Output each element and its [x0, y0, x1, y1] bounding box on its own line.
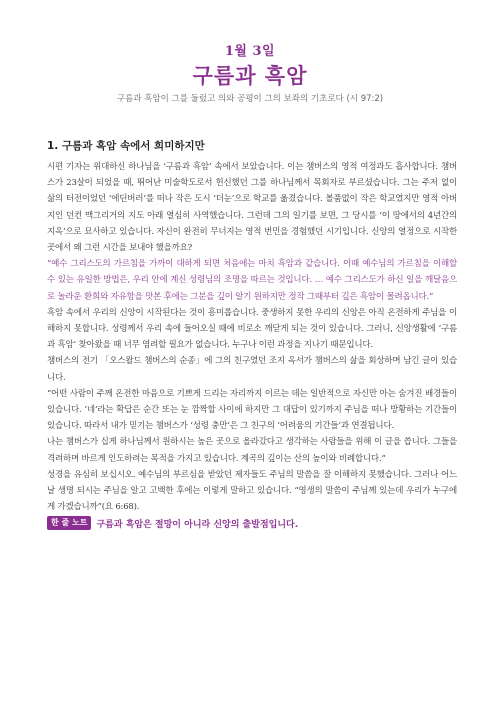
quote-chambers: “예수 그리스도의 가르침을 가까이 대하게 되면 처음에는 마치 흑암과 같습니다. 이때 예수님의 가르침을 이해할 수 있는 유일한 방법은, 우리 안에 계신 성령님의 조명을 따르는 것입니다. … 예수 그리스도가 하신 일을 깨달음으로 놀라운 환희와 자유함을 맛본 후에는 그분을 깊이 알기 원하지만 정작 그때부터 깊은 흑암이 몰려옵니다.”	[47, 259, 457, 302]
paragraph-darkness: 흑암 속에서 우리의 신앙이 시작된다는 것이 흥미롭습니다. 중생하지 못한 우리의 신앙은 아직 온전하게 주님을 이해하지 못합니다. 성령께서 우리 속에 들어오실 때에 비로소 깨닫게 되는 것이 있습니다. 그러니, 신앙생활에 ‘구름과 흑암’ 찾아왔을 때 너무 염려할 필요가 없습니다. 누구나 이런 과정을 지나기 때문입니다.	[47, 307, 457, 351]
note-badge: 한 줄 노트	[47, 516, 91, 530]
paragraph-intro: 시편 기자는 위대하신 하나님을 ‘구름과 흑암’ 속에서 보았습니다. 이는 챔버스의 영적 여정과도 흡사합니다. 챔버스가 23살이 되었을 때, 뛰어난 미술학도로서 헌신했던 그를 하나님께서 목회자로 부르셨습니다. 그는 주저 없이 삶의 터전이었던 ‘에딘버러’를 떠나 작은 도시 ‘더눈’으로 학교를 옮겼습니다. 볼품없이 작은 학교였지만 영적 아버지인 던컨 맥그리거의 지도 아래 열심히 사역했습니다. 그런데 그의 일기를 보면, 그 당시를 ‘이 땅에서의 4년간의 지옥’으로 묘사하고 있습니다. 자신이 완전히 무너지는 영적 번민을 경험했던 시기입니다. 신앙의 열정으로 시작한 곳에서 왜 그런 시간을 보내야 했을까요?	[47, 162, 457, 254]
page-title: 구름과 흑암	[192, 64, 308, 88]
section-heading: 1. 구름과 흑암 속에서 희미하지만	[47, 140, 205, 152]
note-text: 구름과 흑암은 절망이 아니라 신앙의 출발점입니다.	[96, 519, 299, 530]
main-content	[47, 138, 457, 530]
key-verse: 구름과 흑암이 그를 둘렀고 의와 공평이 그의 보좌의 기초로다 (시 97:2)	[116, 94, 384, 104]
quote-friend-part-1: “어떤 사람이 주께 온전한 마음으로 기쁘게 드리는 자리까지 이르는 데는 일반적으로 자신만 아는 숨겨진 배경들이 있습니다. ‘네’라는 확답은 순간 또는 눈 깜짝할 사이에 하지만 그 대답이 있기까지 주님을 떠나 방황하는 기간들이 있습니다. 따라서 내가 믿기는 챔버스가 ‘성령 충만’은 그 친구의 ‘어려움의 기간들’과 연결됩니다.	[47, 388, 457, 432]
date-label: 1월 3일	[224, 44, 276, 59]
one-line-note	[47, 516, 457, 530]
paragraph-scripture: 성경을 유심히 보십시오. 예수님의 부르심을 받았던 제자들도 주님의 말씀을 잘 이해하지 못했습니다. 그러나 어느 날 생명 되시는 주님을 알고 고백한 후에는 이렇게 말하고 있습니다. “영생의 말씀이 주님께 있는데 우리가 누구에게 가겠습니까”(요 6:68).	[47, 469, 457, 513]
paragraph-biography: 챔버스의 전기 「오스왈드 챔버스의 순종」에 그의 친구였던 조지 옥서가 챔버스의 삶을 회상하며 남긴 글이 있습니다.	[47, 356, 457, 383]
quote-friend-part-2: 나는 챔버스가 십게 하나님께서 원하시는 높은 곳으로 올라갔다고 생각하는 사람들을 위해 이 글을 씁니다. 그들을 격려하며 바르게 인도하려는 목적을 가지고 있습니다. 계곡의 깊이는 산의 높이와 비례합니다.”	[47, 437, 457, 464]
